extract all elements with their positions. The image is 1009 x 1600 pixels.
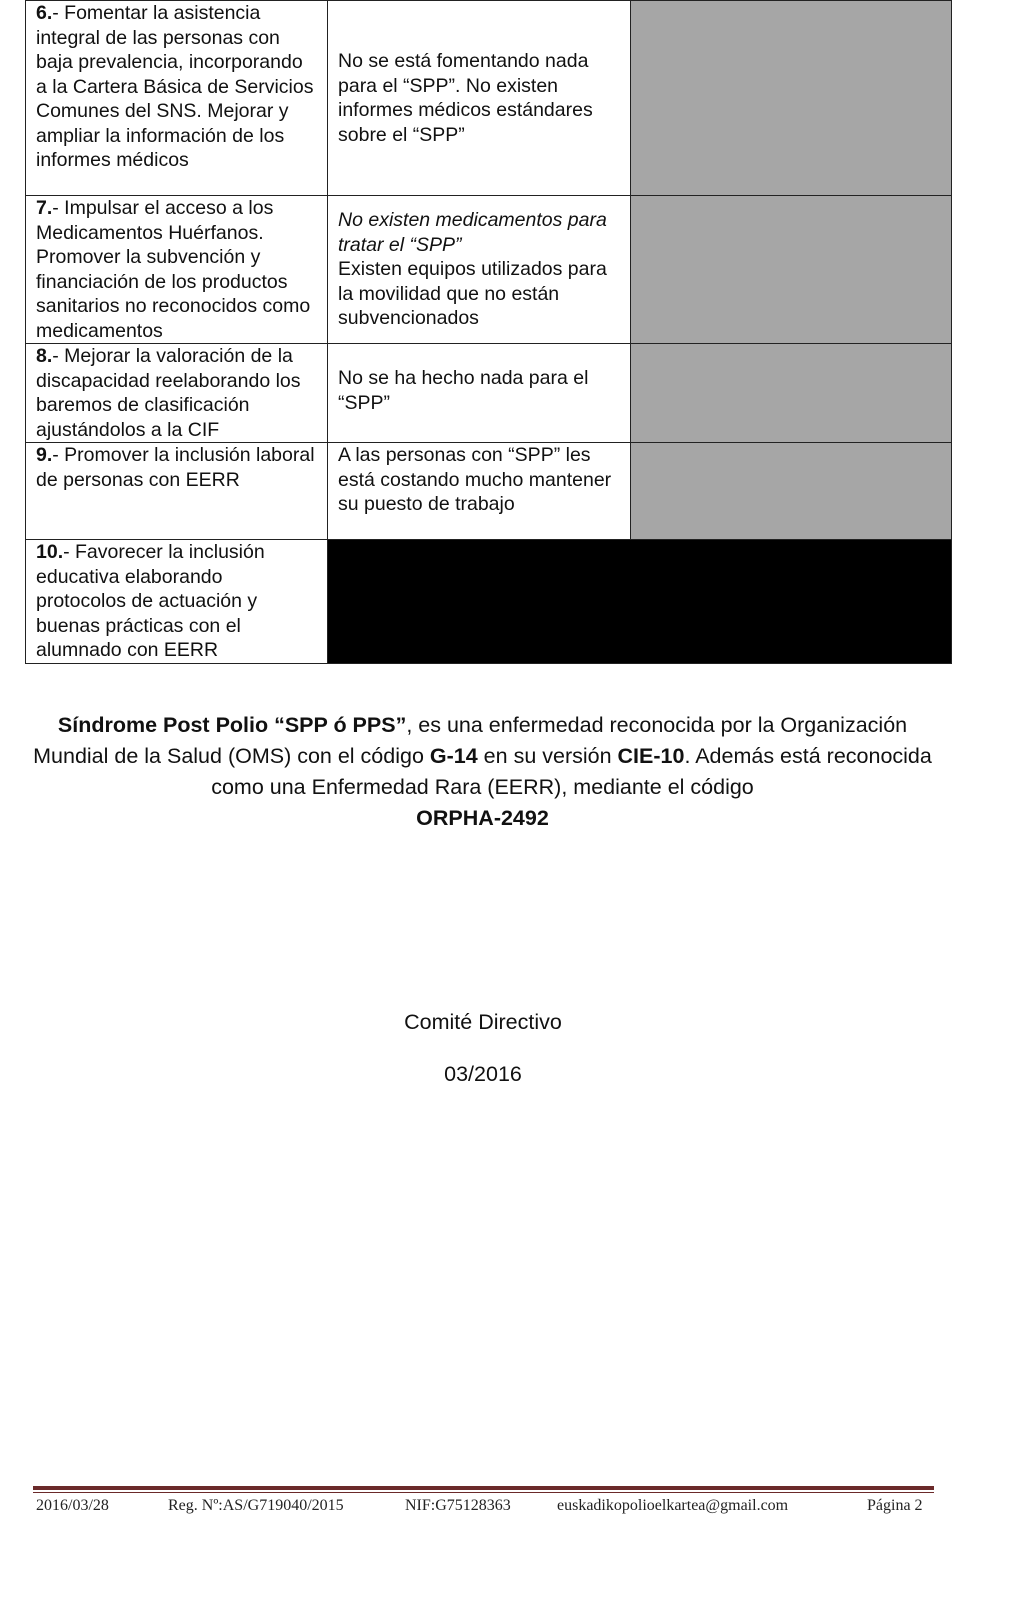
objective-text: - Promover la inclusión laboral de personas con EERR (36, 444, 315, 491)
table-row (26, 443, 952, 540)
objective-cell (26, 540, 328, 664)
status-cell (328, 344, 631, 443)
statement-bold: Síndrome Post Polio “SPP ó PPS” (57, 713, 407, 737)
statement-text: , es una enfermedad reconocida por la Organización Mundial de la Salud (OMS) con el código (33, 713, 908, 768)
objective-number: 6. (36, 2, 53, 24)
objective-text: - Impulsar el acceso a los Medicamentos Huérfanos. Promover la subvención y financiación de los productos sanitarios no reconocidos como medicamentos (36, 197, 311, 342)
table-row (26, 344, 952, 443)
footer-registration: Reg. Nº:AS/G719040/2015 (168, 1497, 344, 1514)
status-text: No se ha hecho nada para el “SPP” (338, 367, 589, 414)
objective-cell (26, 196, 328, 344)
objective-number: 10. (36, 541, 64, 563)
table-row (26, 1, 952, 196)
objectives-table (25, 0, 952, 664)
status-cell (328, 443, 631, 540)
status-cell (328, 196, 631, 344)
status-text: No se está fomentando nada para el “SPP”. No existen informes médicos estándares sobre el “SPP” (338, 50, 593, 146)
objective-number: 8. (36, 345, 53, 367)
status-text: Existen equipos utilizados para la movilidad que no están subvencionados (338, 258, 607, 329)
footer-email[interactable]: euskadikopolioelkartea@gmail.com (557, 1497, 789, 1514)
objective-cell (26, 443, 328, 540)
statement-bold: ORPHA-2492 (416, 806, 549, 830)
signature-committee: Comité Directivo (404, 1010, 562, 1034)
status-text: A las personas con “SPP” les está costando mucho mantener su puesto de trabajo (338, 444, 612, 515)
footer-page-number: Página 2 (867, 1497, 923, 1514)
table-row (26, 196, 952, 344)
statement-bold: CIE-10 (617, 744, 685, 768)
grey-cell (631, 1, 952, 196)
statement-bold: G-14 (429, 744, 478, 768)
black-cell (328, 540, 952, 664)
grey-cell (631, 196, 952, 344)
objective-text: - Favorecer la inclusión educativa elaborando protocolos de actuación y buenas prácticas con el alumnado con EERR (36, 541, 265, 661)
page-footer (0, 1497, 1009, 1521)
objective-text: - Fomentar la asistencia integral de las personas con baja prevalencia, incorporando a la Cartera Básica de Servicios Comunes del SNS. Mejorar y ampliar la información de los informes médicos (36, 2, 314, 171)
objective-cell (26, 1, 328, 196)
objective-text: - Mejorar la valoración de la discapacidad reelaborando los baremos de clasificación ajustándolos a la CIF (36, 345, 301, 441)
statement-text: . Además está reconocida como una Enfermedad Rara (EERR), mediante el código (211, 744, 932, 799)
footer-date: 2016/03/28 (36, 1497, 109, 1514)
footer-nif: NIF:G75128363 (405, 1497, 511, 1514)
footer-rule-thin (33, 1492, 934, 1493)
objective-number: 9. (36, 444, 53, 466)
post-polio-statement (30, 710, 935, 834)
footer-rule (33, 1486, 934, 1490)
signature-date: 03/2016 (444, 1062, 522, 1086)
status-cell (328, 1, 631, 196)
objective-cell (26, 344, 328, 443)
statement-text: en su versión (477, 744, 618, 768)
table-row (26, 540, 952, 664)
grey-cell (631, 443, 952, 540)
objective-number: 7. (36, 197, 53, 219)
status-italic-text: No existen medicamentos para tratar el “SPP” (338, 209, 607, 256)
grey-cell (631, 344, 952, 443)
